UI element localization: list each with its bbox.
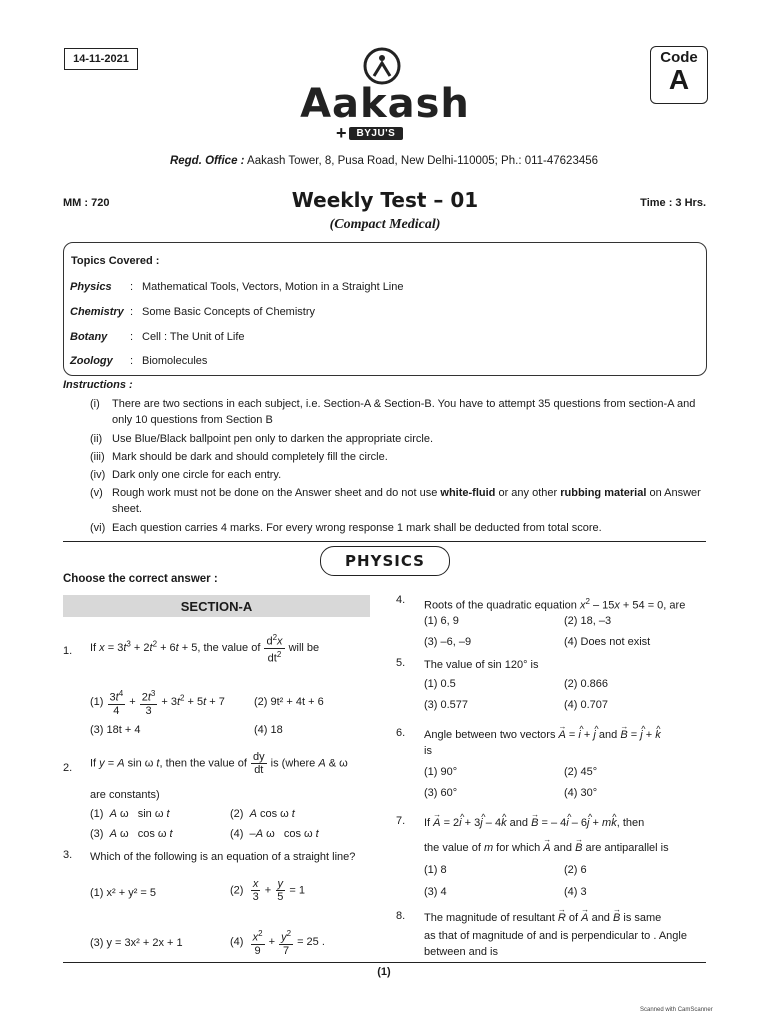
regd-label: Regd. Office : — [169, 155, 245, 167]
question-number: 5. — [396, 657, 406, 669]
topic-row — [70, 306, 315, 318]
code-box — [650, 46, 708, 104]
code-label: Code — [660, 49, 698, 66]
answer-option[interactable]: (2) 6 — [564, 864, 587, 876]
scanner-watermark: Scanned with CamScanner — [640, 1007, 713, 1013]
footer-divider — [63, 962, 706, 963]
test-date: 14-11-2021 — [64, 48, 138, 70]
topic-colon: : — [130, 331, 134, 343]
topic-row — [70, 331, 245, 343]
answer-option[interactable]: (3) 60° — [424, 787, 458, 799]
byjus-badge: BYJU'S — [349, 127, 404, 140]
instruction-item — [90, 449, 706, 465]
question-text-cont: as that of magnitude of and is perpendicular to . Angle — [424, 930, 687, 942]
answer-option[interactable]: (4) 18 — [254, 724, 283, 736]
answer-option[interactable]: (3) 4 — [424, 886, 447, 898]
logo-wordmark: Aakash — [300, 81, 470, 127]
answer-option[interactable]: (4) Does not exist — [564, 636, 651, 648]
instructions-title: Instructions : — [63, 379, 133, 391]
instruction-text — [112, 485, 706, 517]
question-number: 6. — [396, 727, 406, 739]
instruction-text: Use Blue/Black ballpoint pen only to darken the appropriate circle. — [112, 433, 434, 445]
instruction-num: (iv) — [90, 469, 106, 481]
instruction-num: (iii) — [90, 451, 105, 463]
question-text: The magnitude of resultant → R of → A and → B is same — [424, 910, 714, 926]
instruction-text: Dark only one circle for each entry. — [112, 469, 282, 481]
answer-option[interactable]: (4) 3 — [564, 886, 587, 898]
topics-title: Topics Covered : — [71, 255, 160, 267]
instruction-text: Mark should be dark and should completely fill the circle. — [112, 451, 388, 463]
answer-option[interactable]: (3) –6, –9 — [424, 636, 472, 648]
instruction-num: (v) — [90, 487, 103, 499]
instr-text-b: or any other — [495, 487, 561, 499]
answer-option[interactable]: (1) 6, 9 — [424, 615, 459, 627]
answer-option[interactable]: (2) $\frac{x}{3}$ + $\frac{y}{5}$ = 1 — [230, 878, 306, 903]
instruction-num: (ii) — [90, 433, 103, 445]
topic-text: Biomolecules — [142, 355, 208, 367]
instr-bold-b: rubbing material — [560, 487, 647, 499]
question-text-cont: is — [424, 745, 432, 757]
topic-row — [70, 355, 207, 367]
question-number: 2. — [63, 762, 73, 774]
answer-option[interactable]: (1) 8 — [424, 864, 447, 876]
topic-colon: : — [130, 281, 134, 293]
topic-colon: : — [130, 355, 134, 367]
page-number: (1) — [377, 966, 391, 978]
instruction-choose: Choose the correct answer : — [63, 573, 218, 585]
question-text: If $x = 3t^3 + 2t^2 + 6t + 5$, the value of $\frac{d^2x}{dt^2}$ will be — [90, 633, 320, 665]
question-number: 3. — [63, 849, 73, 861]
max-marks: MM : 720 — [63, 197, 110, 209]
answer-option[interactable]: (2) A cos ω t — [230, 808, 295, 820]
topic-colon: : — [130, 306, 134, 318]
question-text: If y = A sin ω t, then the value of $\frac{dy}{dt}$ is (where A & ω — [90, 751, 348, 776]
instruction-item — [90, 520, 706, 536]
topic-subject: Physics — [70, 281, 112, 293]
answer-option[interactable]: (1) 90° — [424, 766, 458, 778]
plus-sign: + — [336, 123, 347, 143]
answer-option[interactable]: (1) 0.5 — [424, 678, 456, 690]
instruction-item — [90, 431, 706, 447]
question-text: The value of sin 120° is — [424, 659, 539, 671]
answer-option[interactable]: (3) y = 3x² + 2x + 1 — [90, 937, 183, 949]
instr-text-a: Rough work must not be done on the Answer sheet and do not use — [112, 487, 441, 499]
question-text: If → A = 2^ i + 3^ j – 4^ k and → B = – 4^ i – 6^ j + m^ k, then — [424, 815, 714, 831]
topic-subject: Botany — [70, 331, 108, 343]
instruction-item — [90, 485, 706, 517]
answer-option[interactable]: (4) 0.707 — [564, 699, 609, 711]
answer-option[interactable]: (1) A ω sin ω t — [90, 808, 170, 820]
instr-text-c: on Answer sheet. — [112, 487, 701, 515]
answer-option[interactable]: (1) x² + y² = 5 — [90, 887, 157, 899]
regd-address: Aakash Tower, 8, Pusa Road, New Delhi-110005; Ph.: 011-47623456 — [244, 155, 599, 167]
topic-text: Mathematical Tools, Vectors, Motion in a Straight Line — [142, 281, 404, 293]
instruction-item — [90, 467, 706, 483]
topic-text: Cell : The Unit of Life — [142, 331, 245, 343]
subject-heading: PHYSICS — [320, 546, 450, 576]
instruction-text: Each question carries 4 marks. For every wrong response 1 mark shall be deducted from total score. — [112, 522, 602, 534]
page-subtitle: (Compact Medical) — [329, 217, 441, 232]
question-text: Roots of the quadratic equation $x^2 - 15x + 54 = 0$, are — [424, 597, 686, 612]
registered-office — [40, 155, 728, 167]
answer-option[interactable]: (3) 18t + 4 — [90, 724, 141, 736]
topic-text: Some Basic Concepts of Chemistry — [142, 306, 316, 318]
topic-subject: Zoology — [70, 355, 113, 367]
answer-option[interactable]: (2) 45° — [564, 766, 598, 778]
question-text: Which of the following is an equation of a straight line? — [90, 851, 356, 863]
question-number: 1. — [63, 645, 73, 657]
question-number: 7. — [396, 815, 406, 827]
answer-option[interactable]: (2) 9t² + 4t + 6 — [254, 696, 324, 708]
question-number: 4. — [396, 594, 406, 606]
answer-option[interactable]: (2) 0.866 — [564, 678, 609, 690]
answer-option[interactable]: (4) –A ω cos ω t — [230, 828, 319, 840]
topic-subject: Chemistry — [70, 306, 124, 318]
answer-option[interactable]: (3) A ω cos ω t — [90, 828, 173, 840]
question-text-cont: between and is — [424, 946, 498, 958]
code-value: A — [668, 64, 690, 95]
divider — [63, 541, 706, 542]
aakash-logo-icon — [362, 46, 402, 86]
instr-bold-a: white-fluid — [440, 487, 496, 499]
page-title: Weekly Test – 01 — [291, 188, 479, 212]
question-text-cont: are constants) — [90, 789, 160, 801]
answer-option[interactable]: (4) $\frac{x^2}{9}$ + $\frac{y^2}{7}$ = 25 . — [230, 929, 325, 957]
answer-option[interactable]: (3) 0.577 — [424, 699, 469, 711]
instruction-num: (i) — [90, 398, 100, 410]
question-text-cont: the value of m for which → A and → B are antiparallel is — [424, 840, 714, 856]
instruction-item — [90, 396, 706, 428]
answer-option[interactable]: (4) 30° — [564, 787, 598, 799]
instruction-text: There are two sections in each subject, i.e. Section-A & Section-B. You have to attempt 35 questions from section-A and only 10 questions from Section B — [112, 398, 696, 426]
question-text: Angle between two vectors → A = ^ i + ^ j and → B = ^ j + ^ k — [424, 727, 714, 743]
section-heading: SECTION-A — [63, 595, 370, 617]
time-limit: Time : 3 Hrs. — [640, 197, 706, 209]
answer-option[interactable]: (1) $\frac{3t^4}{4}$ + $\frac{2t^3}{3}$ + $3t^2 + 5t + 7$ — [90, 689, 225, 717]
question-number: 8. — [396, 910, 406, 922]
instruction-num: (vi) — [90, 522, 106, 534]
logo-partner — [336, 124, 403, 142]
answer-option[interactable]: (2) 18, –3 — [564, 615, 612, 627]
topic-row — [70, 281, 404, 293]
